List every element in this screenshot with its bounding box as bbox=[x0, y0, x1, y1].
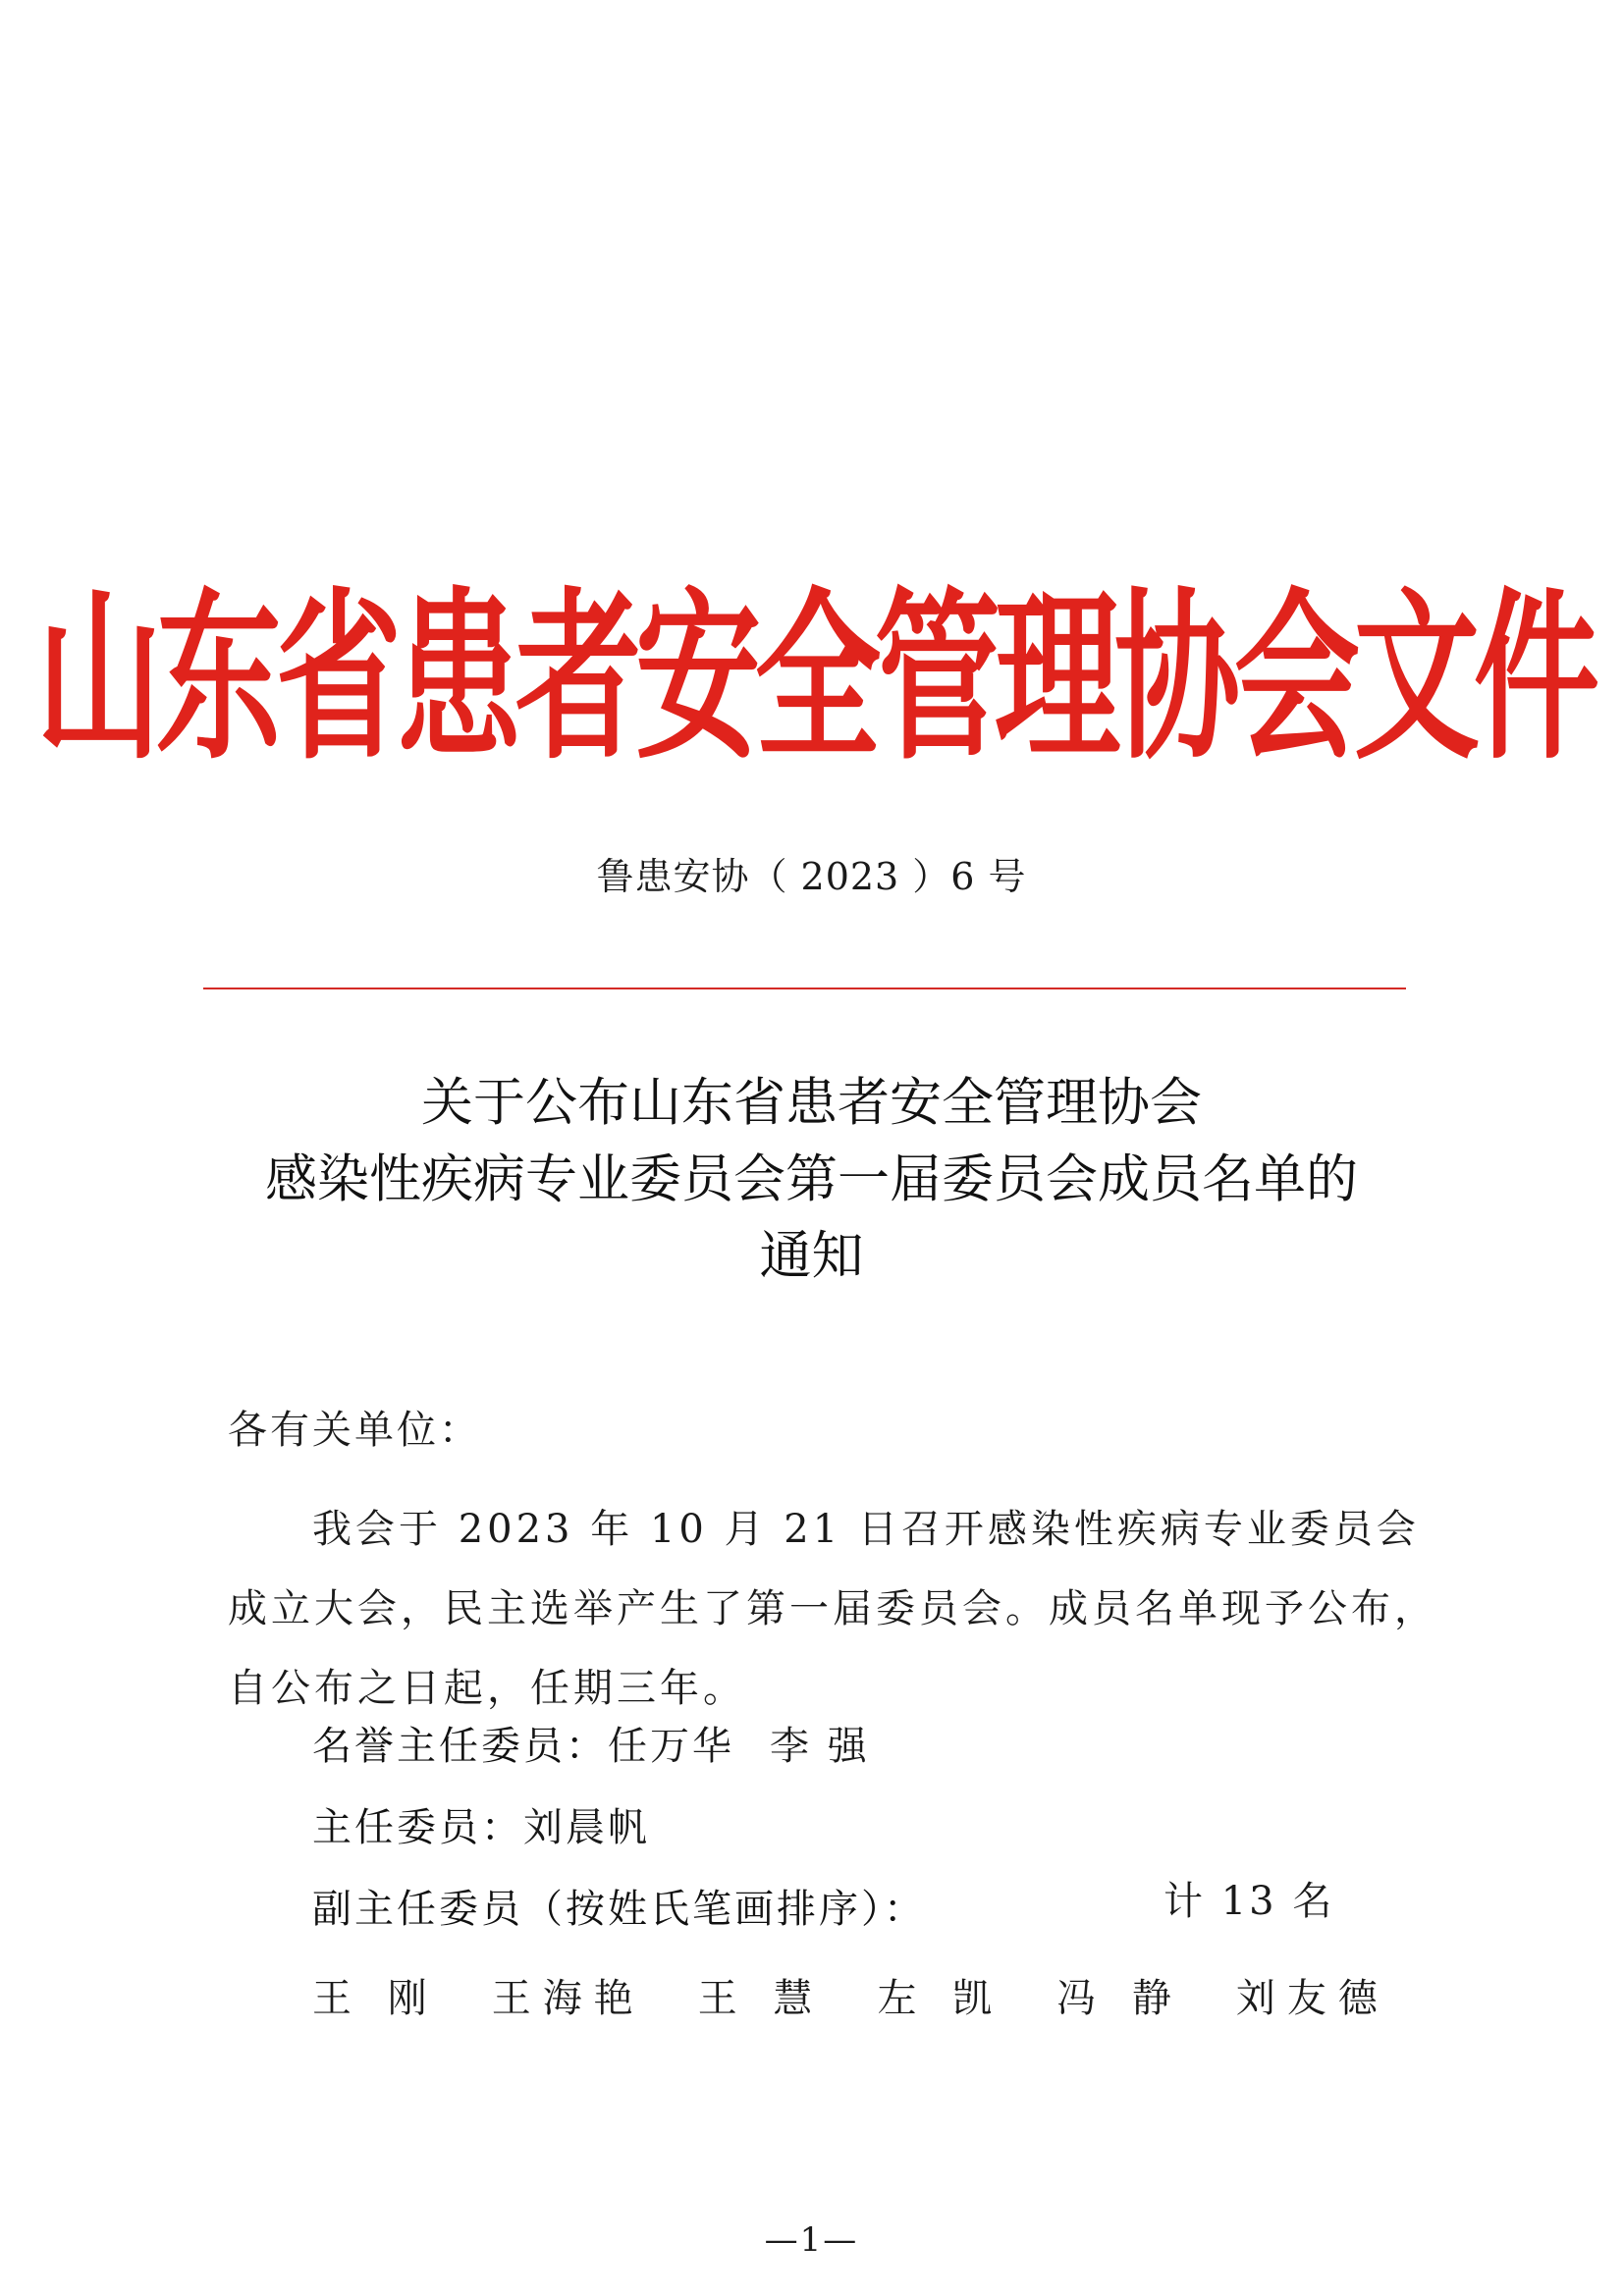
notice-title bbox=[0, 1065, 1623, 1295]
vice-chair-label: 副主任委员（按姓氏笔画排序）： bbox=[312, 1887, 926, 1932]
vice-chair-names bbox=[312, 1967, 1389, 2023]
chair-line bbox=[312, 1788, 926, 1869]
document-masthead: 山东省患者安全管理协会文件 bbox=[36, 571, 1595, 785]
honorary-chair-label: 名誉主任委员： bbox=[312, 1724, 608, 1769]
salutation: 各有关单位： bbox=[228, 1408, 481, 1453]
vice-chair-name: 冯 静 bbox=[1056, 1976, 1183, 2021]
vice-chair-name: 左 凯 bbox=[877, 1976, 1004, 2021]
vice-chair-line bbox=[312, 1869, 926, 1950]
body-paragraph: 我会于 2023 年 10 月 21 日召开感染性疾病专业委员会成立大会，民主选举产生了第一届委员会。成员名单现予公布，自公布之日起，任期三年。 bbox=[228, 1507, 1437, 1711]
body-paragraph-block bbox=[228, 1490, 1437, 1729]
chair-name: 刘晨帆 bbox=[523, 1805, 650, 1850]
title-line: 感染性疾病专业委员会第一届委员会成员名单的 bbox=[265, 1149, 1358, 1209]
vice-chair-name: 王 慧 bbox=[697, 1976, 825, 2021]
vice-chair-name: 王 刚 bbox=[312, 1976, 439, 2021]
vice-chair-name: 王海艳 bbox=[491, 1976, 645, 2021]
honorary-chair-name: 任万华 bbox=[608, 1724, 734, 1769]
title-line: 通知 bbox=[759, 1226, 864, 1286]
page-number: —1— bbox=[764, 2220, 859, 2260]
document-number: 鲁患安协（ 2023 ）6 号 bbox=[596, 855, 1027, 898]
honorary-chair-line bbox=[312, 1706, 926, 1788]
chair-label: 主任委员： bbox=[312, 1805, 523, 1850]
member-roles bbox=[312, 1706, 926, 1950]
red-divider bbox=[203, 988, 1406, 989]
vice-chair-count: 计 13 名 bbox=[1163, 1879, 1335, 1924]
title-line: 关于公布山东省患者安全管理协会 bbox=[421, 1073, 1202, 1133]
honorary-chair-name: 李 强 bbox=[770, 1724, 870, 1769]
vice-chair-name: 刘友德 bbox=[1235, 1976, 1389, 2021]
